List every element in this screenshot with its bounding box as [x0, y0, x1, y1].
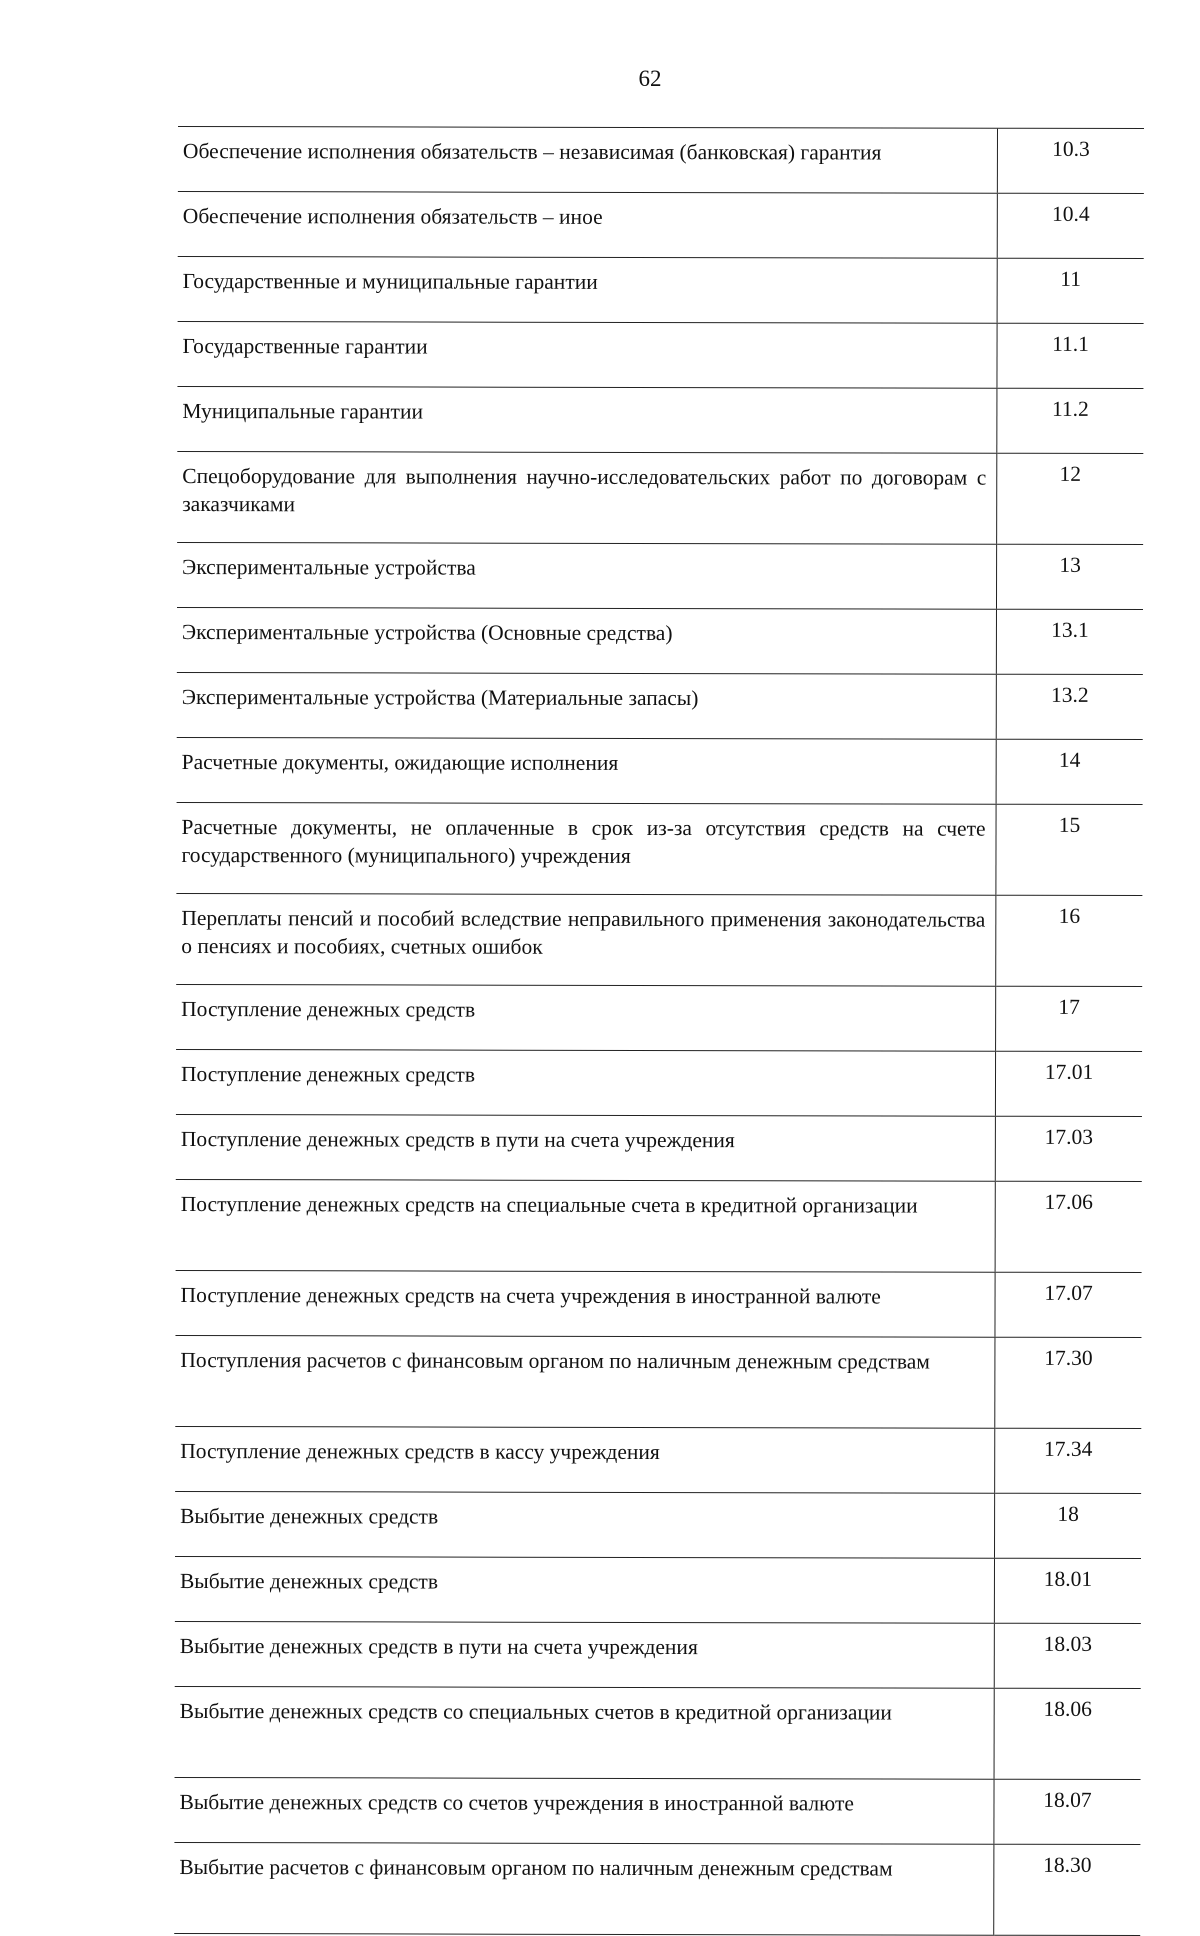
- row-name: Поступление денежных средств на специальные счета в кредитной организации: [176, 1179, 996, 1272]
- row-name: Экспериментальные устройства: [177, 542, 997, 609]
- row-code: 18.06: [994, 1688, 1141, 1779]
- row-name: Спецоборудование для выполнения научно-исследовательских работ по договорам с заказчиками: [177, 451, 997, 544]
- row-code: 18.01: [994, 1558, 1141, 1623]
- row-name: Переплаты пенсий и пособий вследствие неправильного применения законодательства о пенсиях и пособиях, счетных ошибок: [176, 893, 996, 986]
- accounts-table: [174, 126, 1144, 1936]
- table-row: [177, 737, 1143, 804]
- row-code: 15: [996, 804, 1143, 895]
- row-code: 13: [996, 544, 1143, 609]
- table-row: [175, 1270, 1141, 1337]
- row-name: Обеспечение исполнения обязательств – иное: [178, 191, 998, 258]
- row-code: 11.2: [997, 388, 1144, 453]
- table-row: [176, 1179, 1142, 1272]
- row-name: Поступление денежных средств: [176, 984, 996, 1051]
- table-row: [178, 127, 1144, 194]
- row-code: 14: [996, 739, 1143, 804]
- row-name: Поступление денежных средств в пути на счета учреждения: [176, 1114, 996, 1181]
- table-row: [174, 1842, 1140, 1935]
- row-name: Расчетные документы, не оплаченные в срок из-за отсутствия средств на счете государственного (муниципального) учреждения: [176, 802, 996, 895]
- table-row: [178, 256, 1144, 323]
- row-code: 18.07: [994, 1779, 1141, 1844]
- table-row: [177, 607, 1143, 674]
- table-row: [177, 542, 1143, 609]
- table-row: [175, 1335, 1141, 1428]
- row-name: Поступления расчетов с финансовым органом по наличным денежным средствам: [175, 1335, 995, 1428]
- row-name: Выбытие денежных средств со специальных счетов в кредитной организации: [175, 1686, 995, 1779]
- table-row: [175, 1556, 1141, 1623]
- page-number: 62: [638, 66, 662, 91]
- row-code: 17.34: [995, 1428, 1142, 1493]
- row-code: 13.2: [996, 674, 1143, 739]
- row-code: 17.07: [995, 1272, 1142, 1337]
- table-row: [178, 191, 1144, 258]
- table-row: [175, 1621, 1141, 1688]
- table-row: [176, 1049, 1142, 1116]
- row-name: Экспериментальные устройства (Основные средства): [177, 607, 997, 674]
- table-row: [177, 386, 1143, 453]
- row-code: 17.06: [995, 1181, 1142, 1272]
- row-name: Государственные гарантии: [177, 321, 997, 388]
- row-name: Выбытие денежных средств: [175, 1491, 995, 1558]
- row-code: 17: [996, 986, 1143, 1051]
- table-row: [175, 1686, 1141, 1779]
- row-name: Государственные и муниципальные гарантии: [178, 256, 998, 323]
- table-row: [177, 321, 1143, 388]
- row-code: 18: [995, 1493, 1142, 1558]
- table-row: [176, 802, 1142, 895]
- row-code: 11: [997, 258, 1144, 323]
- row-code: 17.01: [995, 1051, 1142, 1116]
- row-name: Выбытие денежных средств со счетов учреждения в иностранной валюте: [174, 1777, 994, 1844]
- table-row: [175, 1426, 1141, 1493]
- row-name: Муниципальные гарантии: [177, 386, 997, 453]
- row-code: 18.30: [994, 1844, 1141, 1935]
- row-name: Выбытие расчетов с финансовым органом по наличным денежным средствам: [174, 1842, 994, 1935]
- row-code: 11.1: [997, 323, 1144, 388]
- row-code: 16: [996, 895, 1143, 986]
- table-row: [176, 1114, 1142, 1181]
- row-code: 17.30: [995, 1337, 1142, 1428]
- table-row: [176, 984, 1142, 1051]
- table-row: [175, 1491, 1141, 1558]
- row-name: Обеспечение исполнения обязательств – независимая (банковская) гарантия: [178, 127, 998, 194]
- row-code: 18.03: [994, 1623, 1141, 1688]
- row-code: 10.4: [997, 193, 1144, 258]
- table-row: [177, 451, 1143, 544]
- row-name: Поступление денежных средств: [176, 1049, 996, 1116]
- table-row: [176, 893, 1142, 986]
- row-name: Расчетные документы, ожидающие исполнения: [177, 737, 997, 804]
- row-name: Выбытие денежных средств в пути на счета учреждения: [175, 1621, 995, 1688]
- row-name: Поступление денежных средств в кассу учреждения: [175, 1426, 995, 1493]
- row-code: 13.1: [996, 609, 1143, 674]
- row-code: 10.3: [997, 128, 1144, 193]
- table-row: [177, 672, 1143, 739]
- row-code: 12: [997, 453, 1144, 544]
- row-name: Поступление денежных средств на счета учреждения в иностранной валюте: [175, 1270, 995, 1337]
- row-name: Экспериментальные устройства (Материальные запасы): [177, 672, 997, 739]
- row-code: 17.03: [995, 1116, 1142, 1181]
- row-name: Выбытие денежных средств: [175, 1556, 995, 1623]
- table-row: [174, 1777, 1140, 1844]
